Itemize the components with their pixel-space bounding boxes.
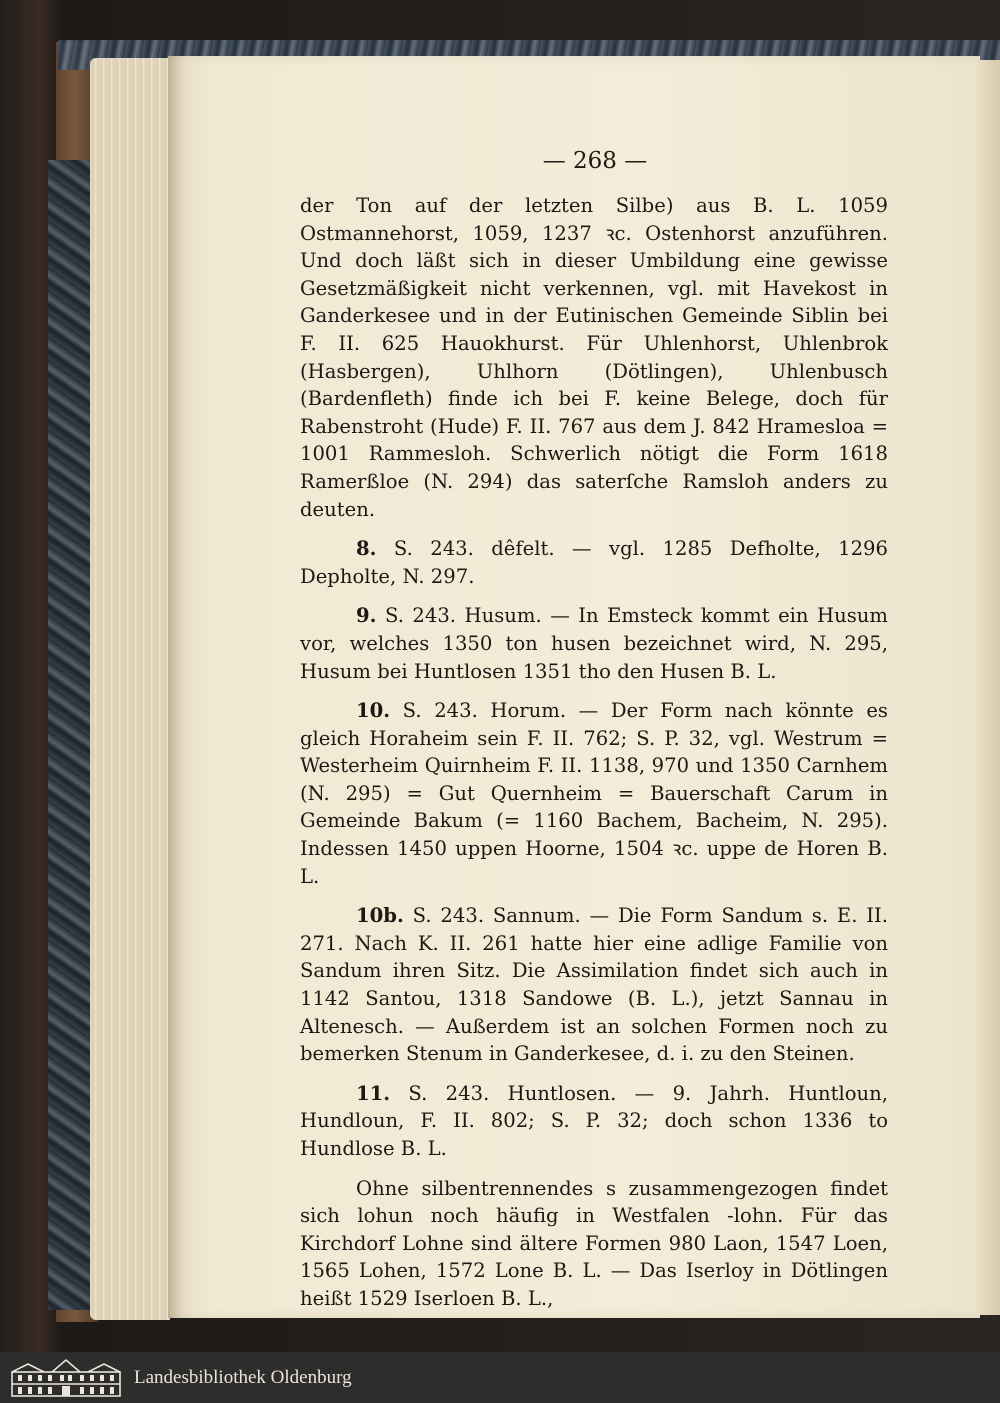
paragraph	[300, 697, 888, 890]
paragraph	[300, 602, 888, 685]
paragraph	[300, 535, 888, 590]
paragraph-text: S. 243. Horum. — Der Form nach könnte es gleich Horaheim sein F. II. 762; S. P. 32, vgl. Westrum = Westerheim Quirnheim F. II. 1138, 970 und 1350 Carnhem (N. 295) = Gut Quernheim = Bauerschaft Carum in Gemeinde Bakum (= 1160 Bachem, Bacheim, N. 295). Indessen 1450 uppen Hoorne, 1504 ꝛc. uppe de Horen B. L.	[300, 699, 888, 888]
entry-number: 8.	[356, 537, 377, 561]
library-name: Landesbibliothek Oldenburg	[134, 1367, 352, 1388]
footer-bar	[0, 1352, 1000, 1403]
entry-number: 10b.	[356, 904, 404, 928]
paragraph-text: S. 243. Sannum. — Die Form Sandum s. E. II. 271. Nach K. II. 261 hatte hier eine adlige Familie von Sandum ihren Sitz. Die Assimilation findet sich auch in 1142 Santou, 1318 Sandowe (B. L.), jetzt Sannau in Altenesch. — Außerdem ist an solchen Formen noch zu bemerken Stenum in Ganderkesee, d. i. zu den Steinen.	[300, 904, 888, 1066]
paragraph-text: Ohne silbentrennendes s zusammengezogen findet sich lohun noch häufig in Westfalen -lohn. Für das Kirchdorf Lohne sind ältere Formen 980 Laon, 1547 Loen, 1565 Lohen, 1572 Lone B. L. — Das Iserloy in Dötlingen heißt 1529 Iserloen B. L.,	[300, 1176, 888, 1310]
entry-number: 10.	[356, 699, 391, 723]
facing-page-edge	[976, 60, 1000, 1315]
page-number: — 268 —	[542, 148, 648, 174]
entry-number: 11.	[356, 1081, 391, 1105]
page-text	[300, 192, 888, 1325]
paragraph-text: S. 243. dêfelt. — vgl. 1285 Defholte, 1296 Depholte, N. 297.	[300, 537, 888, 588]
paragraph-text: S. 243. Huntlosen. — 9. Jahrh. Huntloun, Hundloun, F. II. 802; S. P. 32; doch schon 1336 to Hundlose B. L.	[300, 1081, 888, 1160]
paragraph	[300, 1175, 888, 1313]
entry-number: 9.	[356, 604, 377, 628]
page-edges	[90, 58, 170, 1320]
paragraph	[300, 902, 888, 1068]
library-building-icon	[8, 1358, 124, 1398]
paragraph	[300, 192, 888, 523]
paragraph-text: S. 243. Husum. — In Emsteck kommt ein Husum vor, welches 1350 ton husen bezeichnet wird, N. 295, Husum bei Huntlosen 1351 tho den Husen B. L.	[300, 604, 888, 683]
paragraph	[300, 1080, 888, 1163]
paragraph-text: der Ton auf der letzten Silbe) aus B. L. 1059 Ostmannehorst, 1059, 1237 ꝛc. Ostenhorst anzuführen. Und doch läßt sich in dieser Umbildung eine gewisse Gesetzmäßigkeit nicht verkennen, vgl. mit Havekost in Ganderkesee und in der Eutinischen Gemeinde Siblin bei F. II. 625 Hauokhurst. Für Uhlenhorst, Uhlenbrok (Hasbergen), Uhlhorn (Dötlingen), Uhlenbusch (Bardenfleth) finde ich bei F. keine Belege, doch für Rabenstroht (Hude) F. II. 767 aus dem J. 842 Hramesloa = 1001 Rammesloh. Schwerlich nötigt die Form 1618 Ramerßloe (N. 294) das saterſche Ramsloh anders zu deuten.	[300, 194, 888, 521]
